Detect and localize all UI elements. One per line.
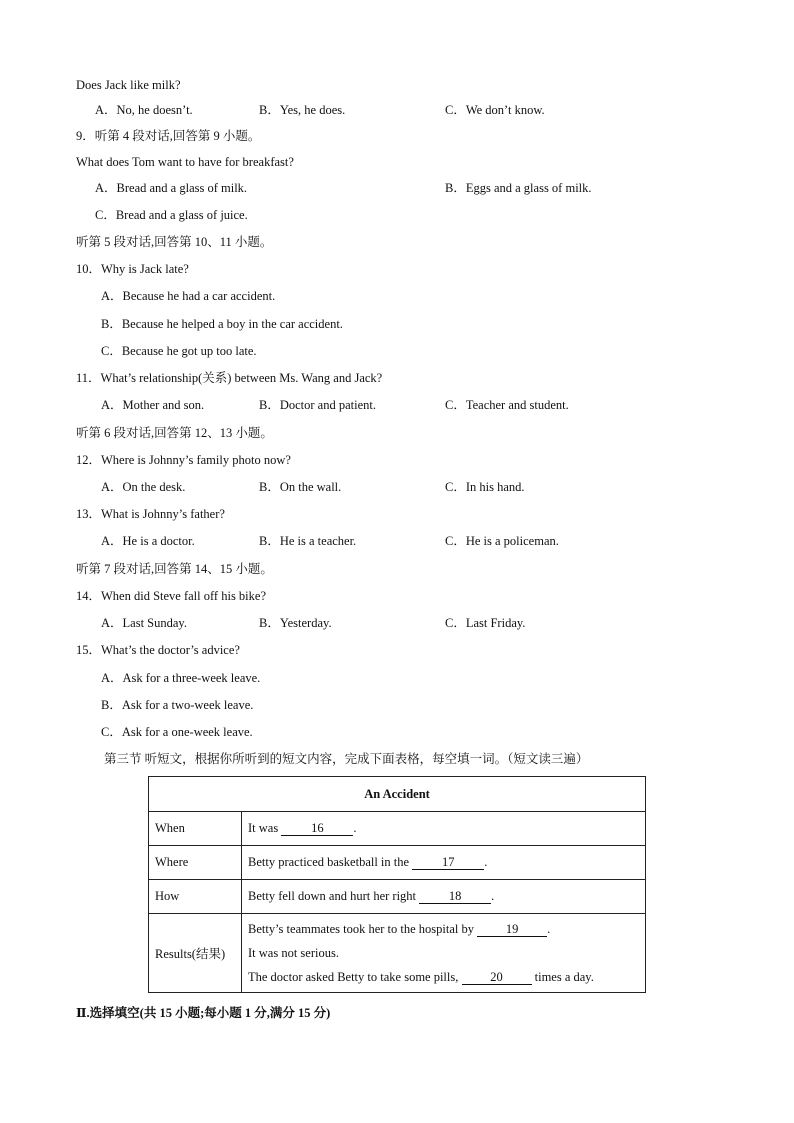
q13-option-a: A．He is a doctor.: [101, 534, 195, 548]
q14-option-a: A．Last Sunday.: [101, 616, 187, 630]
q12-option-a: A．On the desk.: [101, 480, 186, 494]
blank-20: 20: [462, 970, 532, 985]
result-1-text: Betty’s teammates took her to the hospital by: [248, 922, 475, 936]
question-8-text: Does Jack like milk?: [76, 78, 181, 92]
section-3-instruction: 第三节 听短文，根据你所听到的短文内容，完成下面表格，每空填一词。（短文读三遍）: [104, 752, 589, 766]
q13-option-b: B．He is a teacher.: [259, 534, 357, 548]
table-title: An Accident: [149, 777, 646, 812]
results-cell: [242, 914, 646, 993]
when-text: It was: [248, 821, 279, 835]
blank-17: 17: [412, 855, 484, 870]
result-line-3: [248, 965, 639, 989]
result-3-text: The doctor asked Betty to take some pills,: [248, 970, 459, 984]
part-2-heading: Ⅱ.选择填空(共 15 小题;每小题 1 分,满分 15 分): [76, 1006, 331, 1020]
where-label: Where: [149, 846, 242, 880]
question-13-text: 13．What is Johnny’s father?: [76, 507, 225, 521]
table-row-how: [149, 880, 646, 914]
q11-option-a: A．Mother and son.: [101, 398, 205, 412]
question-12-text: 12．Where is Johnny’s family photo now?: [76, 453, 291, 467]
how-period: .: [491, 889, 495, 903]
question-9-text: What does Tom want to have for breakfast?: [76, 155, 294, 169]
q13-option-c: C．He is a policeman.: [445, 534, 559, 548]
when-cell: [242, 812, 646, 846]
result-line-1: [248, 917, 639, 941]
result-3-end: times a day.: [534, 970, 594, 984]
table-row-where: [149, 846, 646, 880]
section-5-instruction: 听第 5 段对话,回答第 10、11 小题。: [76, 235, 273, 249]
question-10-text: 10．Why is Jack late?: [76, 262, 189, 276]
when-label: When: [149, 812, 242, 846]
q8-option-c: C．We don’t know.: [445, 103, 545, 117]
result-line-2: It was not serious.: [248, 946, 339, 960]
q11-option-b: B．Doctor and patient.: [259, 398, 376, 412]
q9-instruction: 9．听第 4 段对话,回答第 9 小题。: [76, 129, 261, 143]
q12-option-c: C．In his hand.: [445, 480, 525, 494]
where-text: Betty practiced basketball in the: [248, 855, 410, 869]
q15-option-c: C．Ask for a one-week leave.: [101, 725, 253, 739]
q10-option-b: B．Because he helped a boy in the car accident.: [101, 317, 343, 331]
q15-option-a: A．Ask for a three-week leave.: [101, 671, 261, 685]
q11-option-c: C．Teacher and student.: [445, 398, 569, 412]
table-row-when: [149, 812, 646, 846]
question-14-text: 14．When did Steve fall off his bike?: [76, 589, 267, 603]
q9-option-b: B．Eggs and a glass of milk.: [445, 181, 592, 195]
q8-option-b: B．Yes, he does.: [259, 103, 346, 117]
q9-option-c: C．Bread and a glass of juice.: [95, 208, 248, 222]
question-11-text: 11．What’s relationship(关系) between Ms. Wang and Jack?: [76, 371, 383, 385]
blank-19: 19: [477, 922, 547, 937]
when-period: .: [353, 821, 357, 835]
q10-option-a: A．Because he had a car accident.: [101, 289, 276, 303]
where-cell: [242, 846, 646, 880]
how-label: How: [149, 880, 242, 914]
blank-16: 16: [281, 821, 353, 836]
blank-18: 18: [419, 889, 491, 904]
how-cell: [242, 880, 646, 914]
section-7-instruction: 听第 7 段对话,回答第 14、15 小题。: [76, 562, 273, 576]
results-label: Results(结果): [149, 914, 242, 993]
q8-option-a: A．No, he doesn’t.: [95, 103, 193, 117]
question-15-text: 15．What’s the doctor’s advice?: [76, 643, 240, 657]
q10-option-c: C．Because he got up too late.: [101, 344, 257, 358]
accident-table: [148, 776, 646, 993]
result-1-period: .: [547, 922, 551, 936]
q12-option-b: B．On the wall.: [259, 480, 342, 494]
q9-option-a: A．Bread and a glass of milk.: [95, 181, 248, 195]
q14-option-b: B．Yesterday.: [259, 616, 332, 630]
where-period: .: [484, 855, 488, 869]
section-6-instruction: 听第 6 段对话,回答第 12、13 小题。: [76, 426, 273, 440]
table-row-results: [149, 914, 646, 993]
how-text: Betty fell down and hurt her right: [248, 889, 417, 903]
q15-option-b: B．Ask for a two-week leave.: [101, 698, 254, 712]
q14-option-c: C．Last Friday.: [445, 616, 526, 630]
